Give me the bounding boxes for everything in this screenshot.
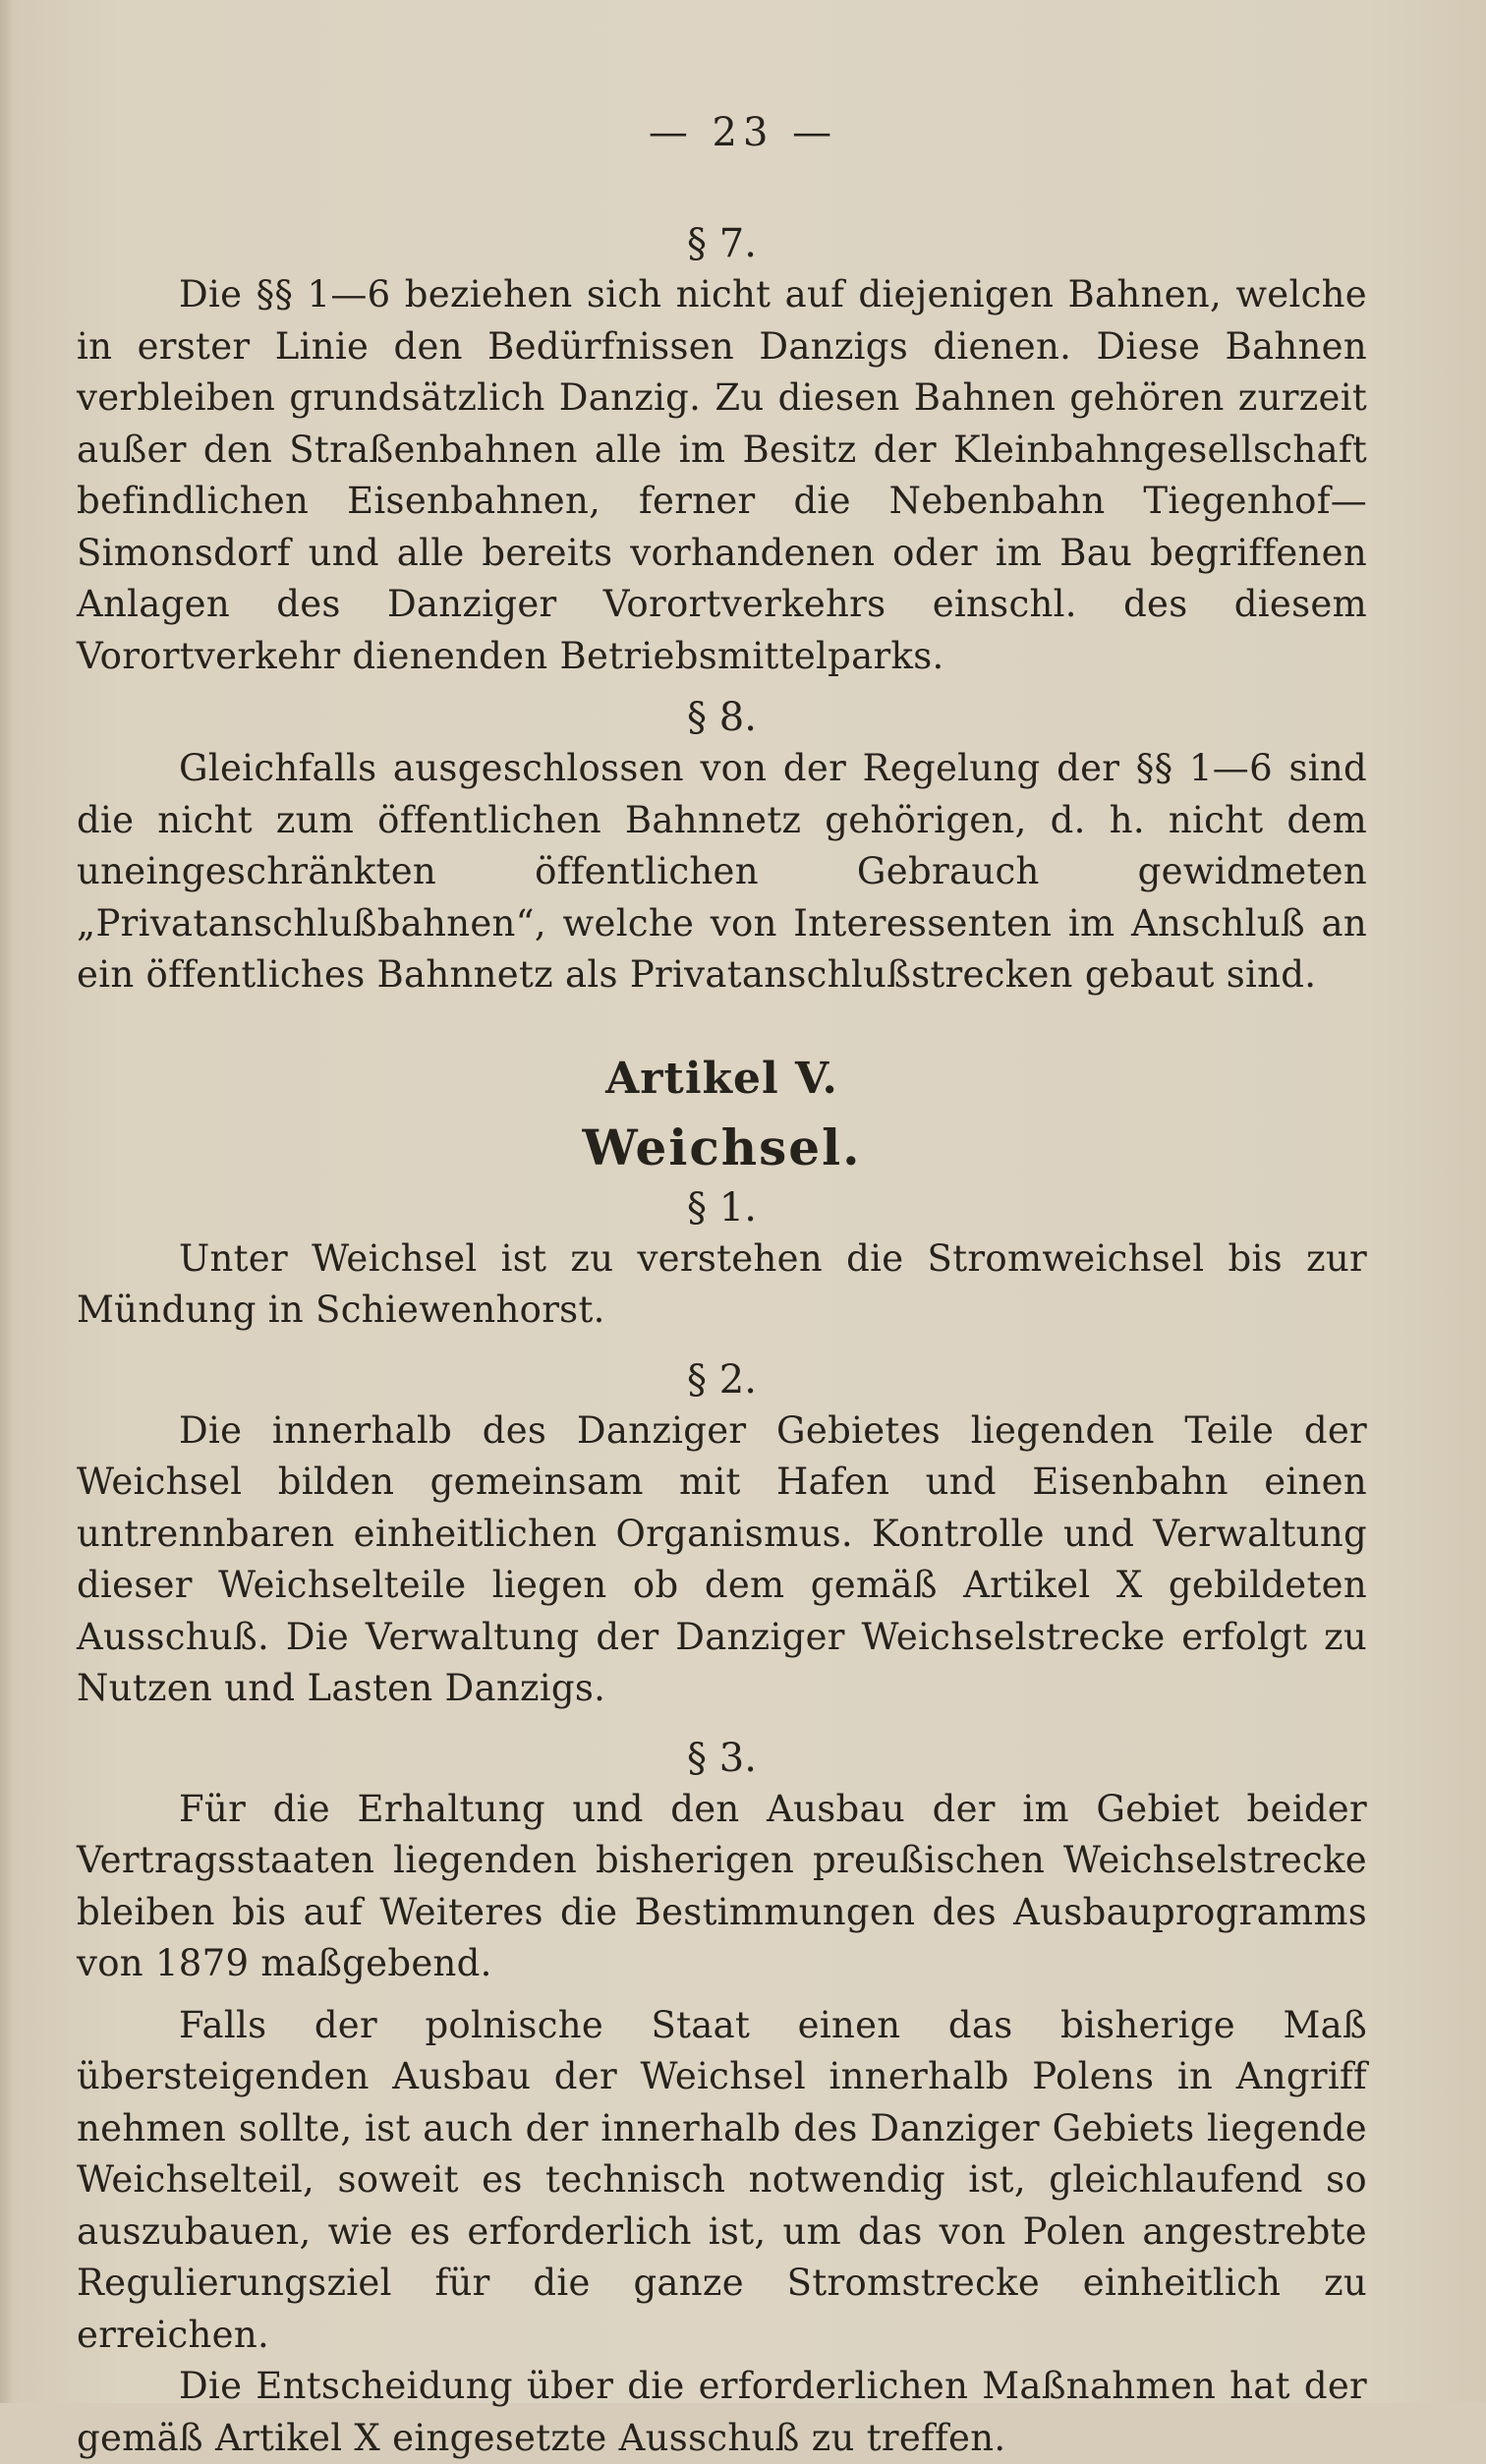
section-heading-8: § 8. — [687, 695, 757, 740]
article-section-heading-1: § 1. — [687, 1184, 757, 1231]
page-number: — 23 — — [648, 110, 838, 155]
article-section-heading-3: § 3. — [687, 1735, 757, 1781]
article-section-3-text-2: Falls der polnische Staat einen das bisherige Maß übersteigenden Ausbau der Weichsel innerhalb Polens in Angriff nehmen sollte, ist auch der innerhalb des Danziger Gebiets liegende Weichselteil, soweit es technisch notwendig ist, gleichlaufend so auszubauen, wie es erforderlich ist, um das von Polen angestrebte Regulierungsziel für die ganze Stromstrecke einheitlich zu erreichen. — [77, 2003, 1367, 2356]
article-heading: Artikel V. — [605, 1053, 838, 1104]
article-section-1-text: Unter Weichsel ist zu verstehen die Stromweichsel bis zur Mündung in Schiewenhorst. — [77, 1236, 1367, 1331]
article-section-2-text: Die innerhalb des Danziger Gebietes liegenden Teile der Weichsel bilden gemeinsam mit Hafen und Eisenbahn einen untrennbaren einheitlichen Organismus. Kontrolle und Verwaltung dieser Weichselteile liegen ob dem gemäß Artikel X gebildeten Ausschuß. Die Verwaltung der Danziger Weichselstrecke erfolgt zu Nutzen und Lasten Danzigs. — [77, 1408, 1367, 1709]
section-8-text: Gleichfalls ausgeschlossen von der Regelung der §§ 1—6 sind die nicht zum öffentlichen Bahnnetz gehörigen, d. h. nicht dem uneingeschränkten öffentlichen Gebrauch gewidmeten „Privatanschlußbahnen“, welche von Interessenten im Anschluß an ein öffentliches Bahnnetz als Privatanschlußstrecken gebaut sind. — [77, 747, 1367, 996]
article-title: Weichsel. — [582, 1117, 862, 1176]
article-section-3-text-1: Für die Erhaltung und den Ausbau der im Gebiet beider Vertragsstaaten liegenden bisherigen preußischen Weichselstrecke bleiben bis auf Weiteres die Bestimmungen des Ausbauprogramms von 1879 maßgebend. — [77, 1787, 1367, 1984]
page-binding-edge — [0, 0, 14, 2403]
section-heading-7: § 7. — [687, 221, 757, 266]
text-column — [77, 218, 1367, 2464]
article-section-heading-2: § 2. — [687, 1356, 757, 1403]
section-7-text: Die §§ 1—6 beziehen sich nicht auf diejenigen Bahnen, welche in erster Linie den Bedürfnissen Danzigs dienen. Diese Bahnen verbleiben grundsätzlich Danzig. Zu diesen Bahnen gehören zurzeit außer den Straßenbahnen alle im Besitz der Kleinbahngesellschaft befindlichen Eisenbahnen, ferner die Nebenbahn Tiegenhof—Simonsdorf und alle bereits vorhandenen oder im Bau begriffenen Anlagen des Danziger Vorortverkehrs einschl. des diesem Vorortverkehr dienenden Betriebsmittelparks. — [77, 273, 1367, 677]
article-section-3-text-3: Die Entscheidung über die erforderlichen Maßnahmen hat der gemäß Artikel X eingesetzte Ausschuß zu treffen. — [77, 2365, 1367, 2459]
